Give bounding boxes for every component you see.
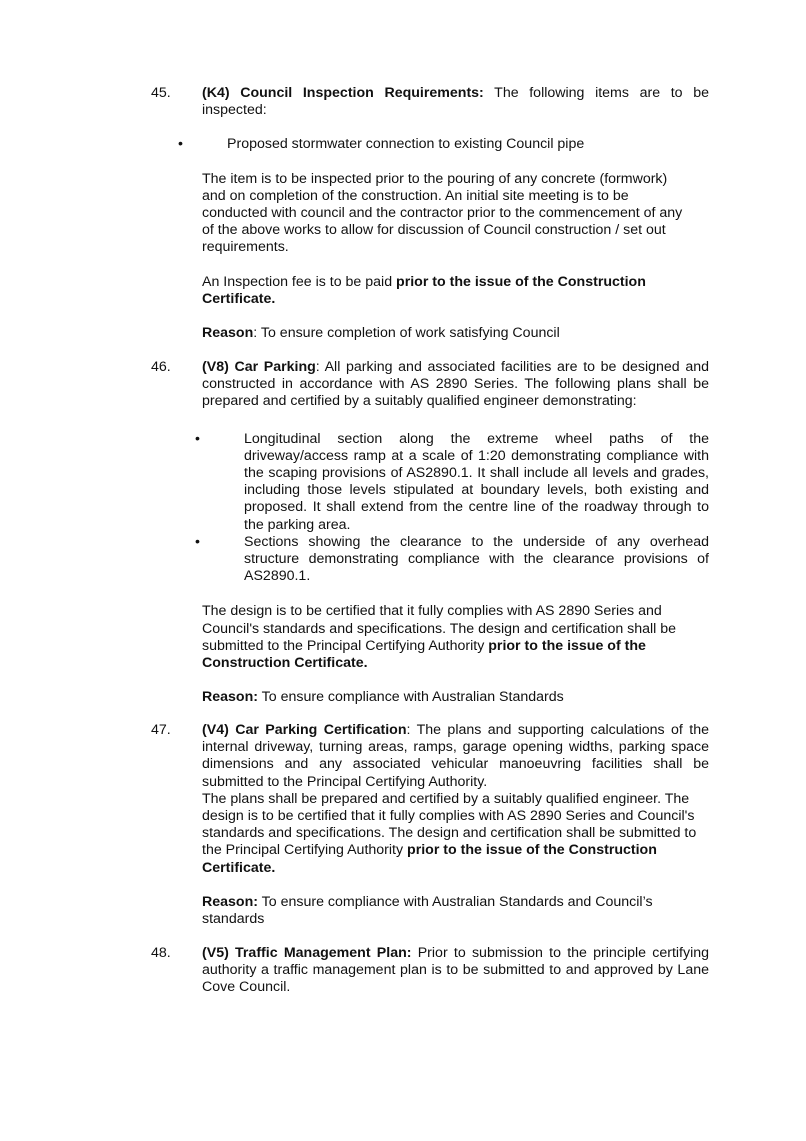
- condition-48: [151, 945, 711, 997]
- list-item: • Sections showing the clearance to the underside of any overhead structure demonstrating compliance with the clearance provisions of AS2890.1.: [195, 533, 709, 585]
- certification-paragraph: The plans shall be prepared and certified by a suitably qualified engineer. The design is to be certified that it fully complies with AS 2890 Series and Council's standards and specifications. The design and certification shall be submitted to the Principal Certifying Authority prior to the issue of the Construction Certificate.: [202, 790, 697, 876]
- list-item: • Longitudinal section along the extreme wheel paths of the driveway/access ramp at a scale of 1:20 demonstrating compliance with the scaping provisions of AS2890.1. It shall include all levels and grades, including those levels stipulated at boundary levels, both existing and proposed. It shall extend from the centre line of the roadway through to the parking area.: [195, 430, 709, 533]
- reason: Reason: To ensure completion of work satisfying Council: [202, 325, 560, 342]
- condition-46: [151, 359, 711, 706]
- condition-intro: Prior to submission to the principle certifying authority a traffic management plan is to be submitted to and approved by Lane Cove Council.: [202, 945, 710, 996]
- bullet-icon: •: [195, 430, 200, 447]
- inspection-fee-paragraph: An Inspection fee is to be paid prior to the issue of the Construction Certificate.: [202, 273, 646, 307]
- reason: Reason: To ensure compliance with Australian Standards and Council’s standards: [202, 893, 653, 928]
- bullet-icon: •: [178, 136, 183, 153]
- condition-number: 48.: [151, 945, 171, 961]
- inspection-timing-paragraph: The item is to be inspected prior to the pouring of any concrete (formwork) and on completion of the construction. An initial site meeting is to be conducted with council and the contractor prior to the commencement of any of the above works to allow for discussion of Council construction / set out requirements.: [202, 170, 683, 256]
- condition-content: [202, 722, 709, 928]
- condition-heading: [202, 85, 709, 119]
- reason-label: Reason:: [202, 893, 258, 910]
- condition-intro: : All parking and associated facilities are to be designed and constructed in accordance with AS 2890 Series. The following plans shall be prepared and certified by a suitably qualified engineer demonstrating:: [202, 359, 709, 410]
- inspection-list: [151, 136, 709, 153]
- condition-47: [151, 722, 711, 928]
- condition-intro: The following items are to be inspected:: [202, 85, 709, 119]
- condition-number: 47.: [151, 722, 171, 738]
- condition-content: [195, 359, 709, 706]
- condition-intro: : The plans and supporting calculations of the internal driveway, turning areas, ramps, garage opening widths, parking space dimensions and any associated vehicular manoeuvring facilities shall be submitted to the Principal Certifying Authority.: [202, 722, 709, 790]
- reason-label: Reason:: [202, 689, 258, 706]
- reason-label: Reason: [202, 325, 254, 342]
- certification-paragraph: The design is to be certified that it fully complies with AS 2890 Series and Council's standards and specifications. The design and certification shall be submitted to the Principal Certifying Authority prior to the issue of the Construction Certificate.: [202, 603, 677, 672]
- condition-heading: [202, 945, 709, 997]
- condition-title: (K4) Council Inspection Requirements:: [202, 85, 484, 101]
- reason: Reason: To ensure compliance with Australian Standards: [202, 689, 564, 706]
- condition-content: [202, 945, 709, 997]
- condition-title: (V8) Car Parking: [202, 359, 316, 375]
- condition-number: 45.: [151, 85, 171, 101]
- condition-title: (V4) Car Parking Certification: [202, 722, 407, 738]
- condition-content: [178, 85, 709, 342]
- bullet-icon: •: [195, 533, 200, 550]
- condition-number: 46.: [151, 359, 171, 375]
- condition-title: (V5) Traffic Management Plan:: [202, 945, 412, 961]
- condition-heading: [202, 359, 709, 411]
- required-plans-list: [151, 431, 709, 586]
- condition-heading: [202, 722, 709, 791]
- condition-45: [151, 85, 711, 342]
- list-item: • Proposed stormwater connection to existing Council pipe: [178, 136, 585, 153]
